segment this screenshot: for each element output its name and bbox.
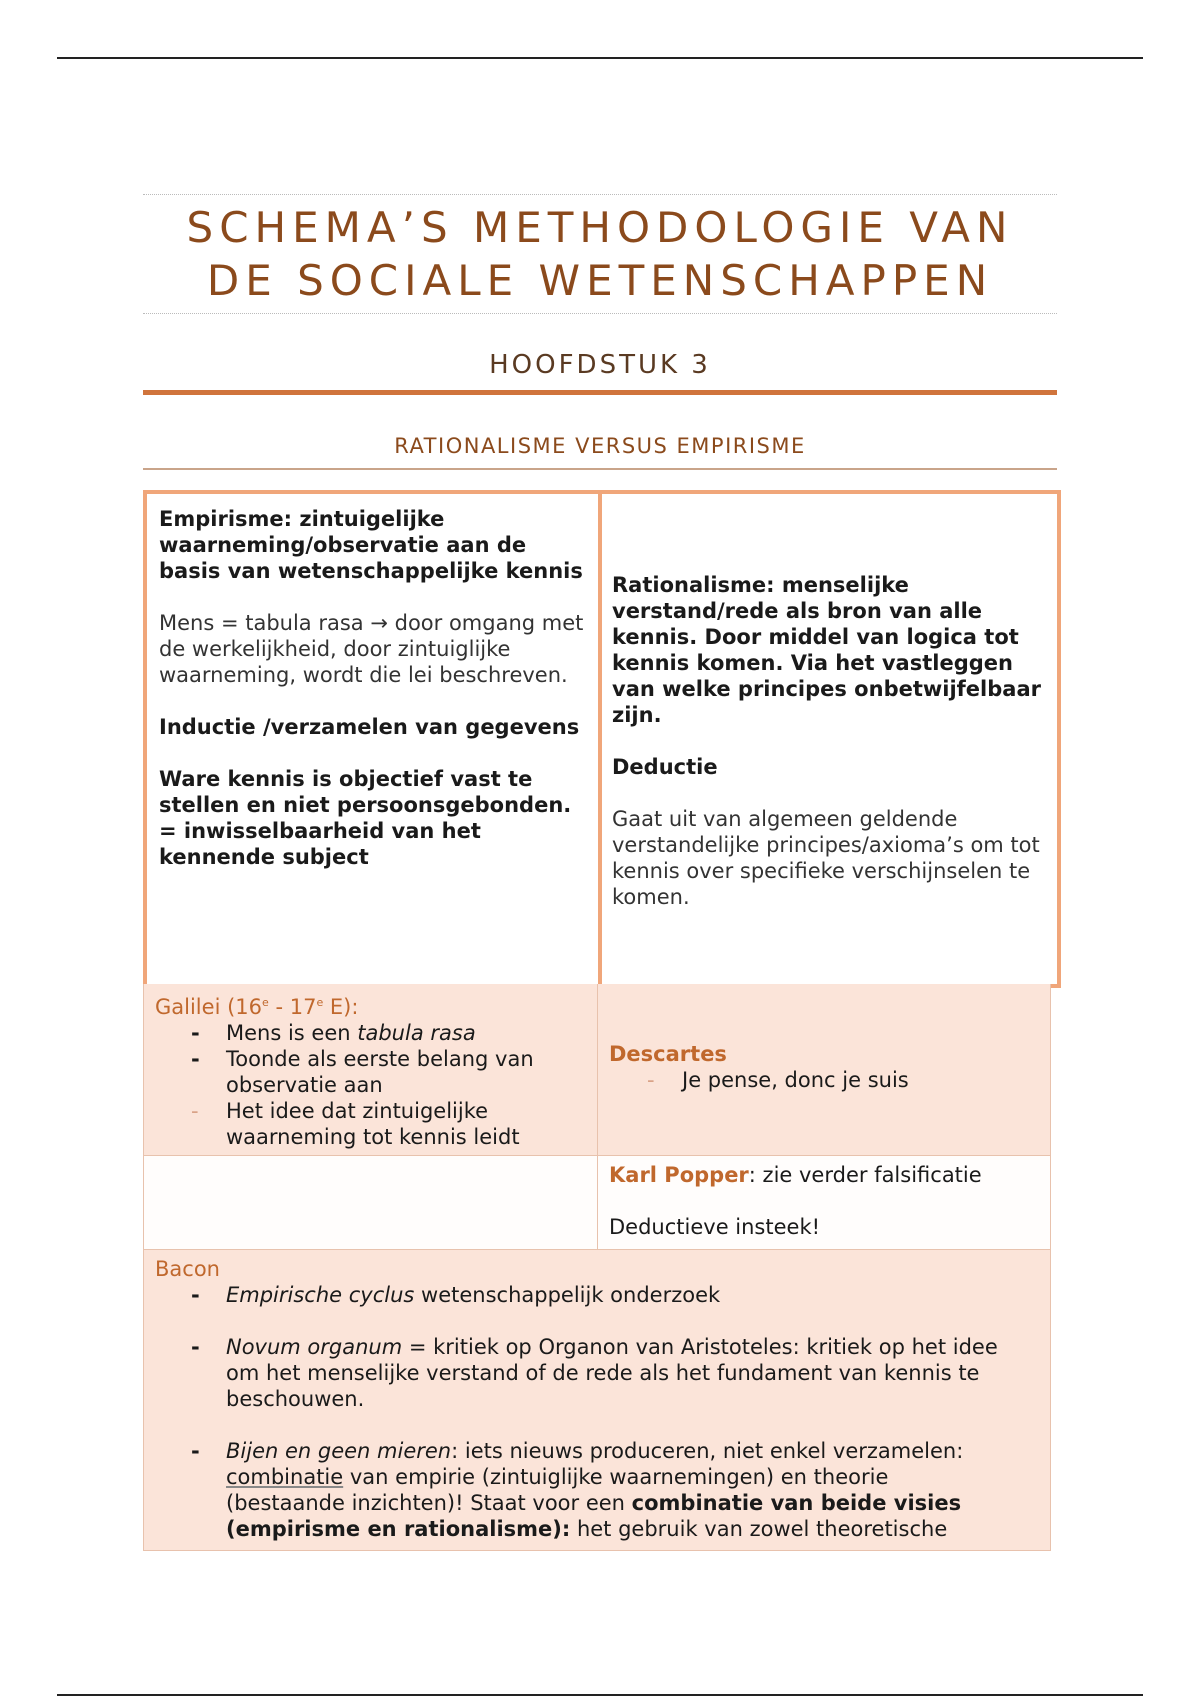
galilei-list — [155, 1020, 586, 1150]
empirisme-cell — [147, 494, 602, 984]
section-label: RATIONALISME VERSUS EMPIRISME — [394, 434, 806, 458]
galilei-cell — [144, 984, 597, 1155]
bottom-rule — [57, 1694, 1143, 1696]
list-item: - Je pense, donc je suis — [647, 1068, 909, 1092]
chapter-label: HOOFDSTUK 3 — [489, 350, 711, 380]
popper-name: Karl Popper — [609, 1163, 749, 1187]
list-item: - Empirische cyclus wetenschappelijk onderzoek — [191, 1283, 721, 1307]
popper-line: Karl Popper: zie verder falsificatie — [609, 1163, 982, 1187]
list-item: - Toonde als eerste belang van observatie aan — [191, 1047, 534, 1097]
list-item: - Mens is een tabula rasa — [191, 1021, 476, 1045]
rationalisme-heading: Rationalisme: menselijke verstand/rede als bron van alle kennis. Door middel van logica tot kennis komen. Via het vastleggen van welke principes onbetwijfelbaar zijn. — [612, 573, 1041, 727]
top-rule — [57, 57, 1143, 59]
galilei-heading: Galilei (16e - 17e E): — [155, 995, 359, 1019]
comparison-box — [143, 490, 1061, 988]
deductie-heading: Deductie — [612, 755, 718, 779]
rationalisme-text: Gaat uit van algemeen geldende verstandelijke principes/axioma’s om tot kennis over specifieke verschijnselen te komen. — [612, 807, 1040, 909]
bacon-list — [155, 1282, 1039, 1542]
bacon-heading: Bacon — [155, 1257, 220, 1281]
empirisme-text: Mens = tabula rasa → door omgang met de werkelijkheid, door zintuiglijke waarneming, wordt die lei beschreven. — [159, 611, 584, 687]
popper-note: Deductieve insteek! — [609, 1215, 821, 1239]
inductie-heading: Inductie /verzamelen van gegevens — [159, 715, 580, 739]
rationalisme-cell — [602, 494, 1057, 984]
empirisme-heading: Empirisme: zintuigelijke waarneming/observatie aan de basis van wetenschappelijke kennis — [159, 507, 583, 583]
descartes-list — [609, 1067, 1039, 1093]
document-title: SCHEMA’S METHODOLOGIE VAN DE SOCIALE WETENSCHAPPEN — [186, 203, 1014, 305]
table-row — [143, 1250, 1051, 1551]
descartes-cell — [597, 984, 1050, 1155]
philosophers-table — [143, 984, 1051, 1551]
title-block — [143, 194, 1057, 314]
list-item: - Het idee dat zintuigelijke waarneming tot kennis leidt — [191, 1099, 520, 1149]
descartes-heading: Descartes — [609, 1042, 727, 1066]
ware-kennis-text: Ware kennis is objectief vast te stellen en niet persoonsgebonden. = inwisselbaarheid van het kennende subject — [159, 767, 572, 869]
table-row — [143, 984, 1051, 1156]
list-item: - Novum organum = kritiek op Organon van Aristoteles: kritiek op het idee om het menselijke verstand of de rede als het fundament van kennis te beschouwen. — [191, 1335, 998, 1411]
empty-cell — [144, 1156, 597, 1249]
bacon-cell — [144, 1250, 1050, 1550]
table-row — [143, 1156, 1051, 1250]
chapter-heading — [143, 350, 1057, 395]
popper-cell — [597, 1156, 1050, 1249]
section-heading — [143, 434, 1057, 470]
list-item: - Bijen en geen mieren: iets nieuws produceren, niet enkel verzamelen: combinatie van empirie (zintuiglijke waarnemingen) en theorie (bestaande inzichten)! Staat voor een combinatie van beide visies (empirisme en rationalisme): het gebruik van zowel theoretische — [191, 1439, 964, 1541]
